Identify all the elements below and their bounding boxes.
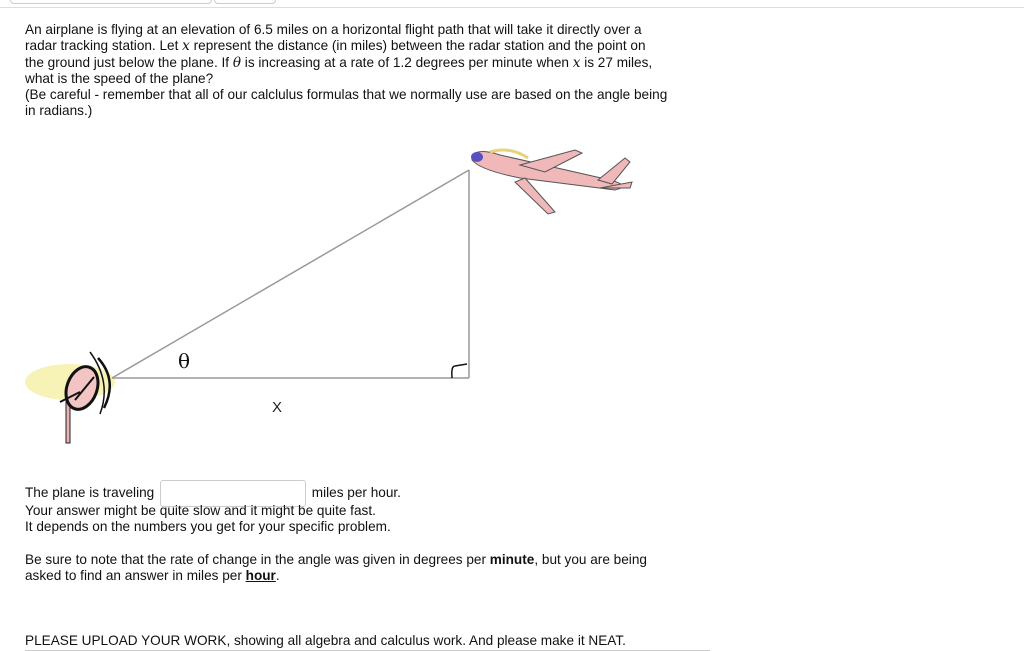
question-line: [25, 38, 667, 54]
toolbar-field[interactable]: [10, 0, 212, 4]
top-toolbar: [0, 0, 1024, 8]
question-line: what is the speed of the plane?: [25, 70, 214, 86]
text: the ground just below the plane. If: [25, 54, 233, 70]
right-angle-mark: [452, 364, 467, 378]
x-label: X: [272, 399, 283, 416]
triangle-diagram: [0, 130, 700, 450]
upload-instruction: PLEASE UPLOAD YOUR WORK, showing all algebra and calculus work. And please make it NEAT.: [25, 633, 626, 648]
variable-x: x: [572, 54, 581, 71]
variable-x: x: [182, 38, 190, 55]
question-line: in radians.): [25, 103, 93, 119]
theta-label: θ: [178, 349, 191, 373]
units-line: [25, 552, 647, 568]
text: Be sure to note that the rate of change in the angle was given in degrees per: [25, 552, 490, 567]
answer-prefix: The plane is traveling: [25, 485, 155, 501]
units-note: [25, 552, 647, 585]
variable-theta: θ: [232, 54, 242, 71]
text: represent the distance (in miles) between the radar station and the point on: [189, 38, 646, 54]
text: radar tracking station. Let: [25, 38, 183, 54]
text: , but you are being: [534, 552, 647, 567]
radar-station-icon: [25, 352, 115, 443]
question-line: (Be careful - remember that all of our calclulus formulas that we normally use are based on the angle being: [25, 87, 668, 103]
question-line: [25, 55, 667, 71]
airplane-icon: [471, 150, 632, 214]
text: asked to find an answer in miles per: [25, 568, 246, 584]
text: is increasing at a rate of 1.2 degrees per minute when: [241, 54, 573, 70]
text: is 27 miles,: [580, 54, 653, 70]
bold-minute: minute: [489, 552, 535, 567]
units-line: [25, 568, 647, 584]
bold-underline-hour: hour: [245, 568, 276, 584]
question-text: [25, 22, 667, 120]
hint-line: Your answer might be quite slow and it might be quite fast.: [25, 503, 376, 518]
question-line: An airplane is flying at an elevation of 6.5 miles on a horizontal flight path that will take it directly over a: [25, 22, 642, 37]
line-of-sight: [112, 170, 469, 378]
toolbar-button[interactable]: [214, 0, 276, 4]
hint-line: It depends on the numbers you get for your specific problem.: [25, 519, 391, 535]
answer-suffix: miles per hour.: [311, 485, 401, 501]
text: .: [275, 568, 280, 584]
hint-text: [25, 503, 391, 536]
